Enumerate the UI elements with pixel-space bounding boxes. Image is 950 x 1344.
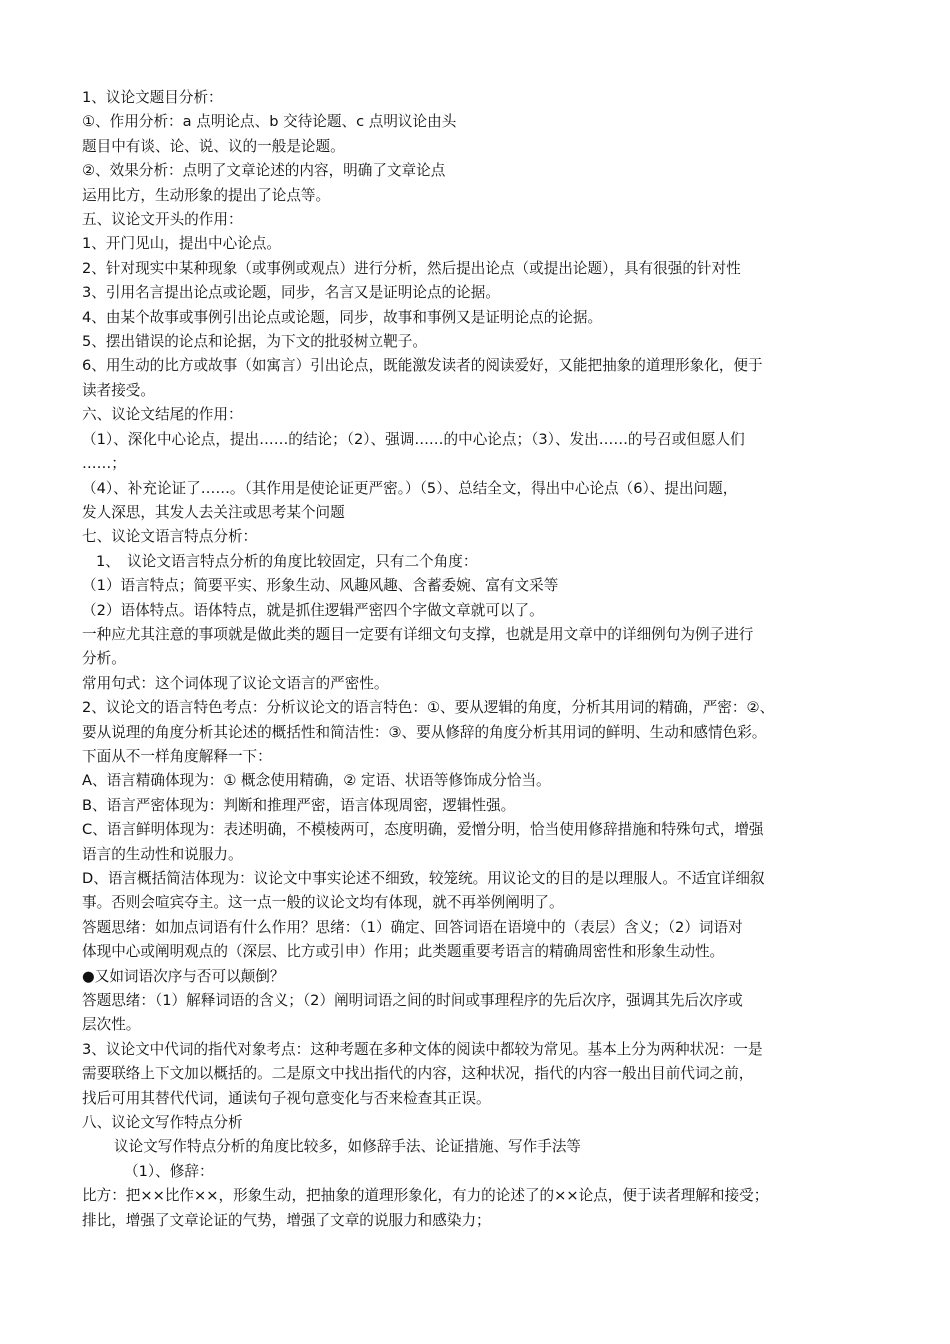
text-line: A、语言精确体现为：① 概念使用精确，② 定语、状语等修饰成分恰当。 [82, 772, 551, 790]
text-line: 1、 议论文语言特点分析的角度比较固定，只有二个角度： [96, 552, 478, 570]
text-line: 一种应尤其注意的事项就是做此类的题目一定要有详细文句支撑，也就是用文章中的详细例句为例子进行 [82, 625, 754, 643]
text-line: 2、针对现实中某种现象（或事例或观点）进行分析，然后提出论点（或提出论题），具有很强的针对性 [82, 259, 741, 277]
text-line: 要从说理的角度分析其论述的概括性和简洁性：③、要从修辞的角度分析其用词的鲜明、生动和感情色彩。 [82, 723, 767, 741]
text-line: 语言的生动性和说服力。 [82, 845, 243, 863]
text-line: 3、议论文中代词的指代对象考点：这种考题在多种文体的阅读中都较为常见。基本上分为两种状况：一是 [82, 1040, 763, 1058]
section-heading: 六、议论文结尾的作用： [82, 406, 243, 424]
text-line: ……； [82, 455, 126, 473]
text-line: （1）、深化中心论点，提出……的结论；（2）、强调……的中心论点；（3）、发出……的号召或但愿人们 [82, 430, 745, 448]
text-line: 体现中心或阐明观点的（深层、比方或引申）作用；此类题重要考语言的精确周密性和形象生动性。 [82, 943, 725, 961]
text-line: 发人深思，其发人去关注或思考某个问题 [82, 503, 345, 521]
text-line: （1）语言特点；简要平实、形象生动、风趣风趣、含蓄委婉、富有文采等 [82, 577, 559, 595]
text-line: ①、作用分析：a 点明论点、b 交待论题、c 点明议论由头 [82, 113, 457, 131]
document-page [82, 86, 882, 1233]
section-heading: 五、议论文开头的作用： [82, 211, 243, 229]
text-line: 3、引用名言提出论点或论题，同步，名言又是证明论点的论据。 [82, 284, 500, 302]
text-line: 答题思绪：（1）解释词语的含义；（2）阐明词语之间的时间或事理程序的先后次序，强调其先后次序或 [82, 992, 743, 1010]
text-line: 运用比方，生动形象的提出了论点等。 [82, 186, 331, 204]
text-line: D、语言概括简洁体现为：议论文中事实论述不细致，较笼统。用议论文的目的是以理服人。不适宜详细叙 [82, 870, 765, 887]
section-heading: 八、议论文写作特点分析 [82, 1114, 243, 1132]
text-line: 需要联络上下文加以概括的。二是原文中找出指代的内容，这种状况，指代的内容一般出目前代词之前， [82, 1065, 754, 1083]
text-line: 下面从不一样角度解释一下： [82, 747, 272, 765]
text-line: （1）、修辞： [124, 1162, 214, 1180]
text-line: 4、由某个故事或事例引出论点或论题，同步，故事和事例又是证明论点的论据。 [82, 308, 603, 326]
text-line: 6、用生动的比方或故事（如寓言）引出论点，既能激发读者的阅读爱好，又能把抽象的道理形象化，便于 [82, 357, 763, 375]
section-heading: 七、议论文语言特点分析： [82, 528, 258, 546]
text-line: 排比，增强了文章论证的气势，增强了文章的说服力和感染力； [82, 1211, 491, 1229]
text-line: 答题思绪：如加点词语有什么作用？思绪：（1）确定、回答词语在语境中的（表层）含义；（2）词语对 [82, 918, 743, 936]
text-line: 找后可用其替代代词，通读句子视句意变化与否来检查其正误。 [82, 1089, 491, 1107]
text-line: 事。否则会喧宾夺主。这一点一般的议论文均有体现，就不再举例阐明了。 [82, 894, 564, 912]
text-line: （4）、补充论证了……。（其作用是使论证更严密。）（5）、总结全文，得出中心论点（6）、提出问题， [82, 479, 738, 497]
text-line: ●又如词语次序与否可以颠倒？ [82, 967, 285, 985]
text-line: ②、效果分析：点明了文章论述的内容，明确了文章论点 [82, 162, 446, 180]
text-line: 比方：把××比作××，形象生动，把抽象的道理形象化，有力的论述了的××论点，便于读者理解和接受； [82, 1187, 769, 1205]
text-line: C、语言鲜明体现为：表述明确，不模棱两可，态度明确，爱憎分明，恰当使用修辞措施和特殊句式，增强 [82, 821, 764, 839]
text-line: 2、议论文的语言特色考点：分析议论文的语言特色：①、要从逻辑的角度，分析其用词的精确，严密：②、 [82, 699, 775, 717]
text-line: 层次性。 [82, 1016, 141, 1034]
text-line: 分析。 [82, 650, 126, 668]
text-line: B、语言严密体现为：判断和推理严密，语言体现周密，逻辑性强。 [82, 796, 516, 814]
text-line: 读者接受。 [82, 381, 155, 399]
text-line: 1、议论文题目分析： [82, 89, 223, 106]
text-line: 常用句式：这个词体现了议论文语言的严密性。 [82, 674, 389, 692]
text-line: 1、开门见山，提出中心论点。 [82, 235, 282, 253]
text-line: 5、摆出错误的论点和论据，为下文的批驳树立靶子。 [82, 333, 427, 351]
text-line: 题目中有谈、论、说、议的一般是论题。 [82, 137, 345, 155]
text-line: 议论文写作特点分析的角度比较多，如修辞手法、论证措施、写作手法等 [114, 1138, 582, 1156]
text-line: （2）语体特点。语体特点，就是抓住逻辑严密四个字做文章就可以了。 [82, 601, 544, 619]
